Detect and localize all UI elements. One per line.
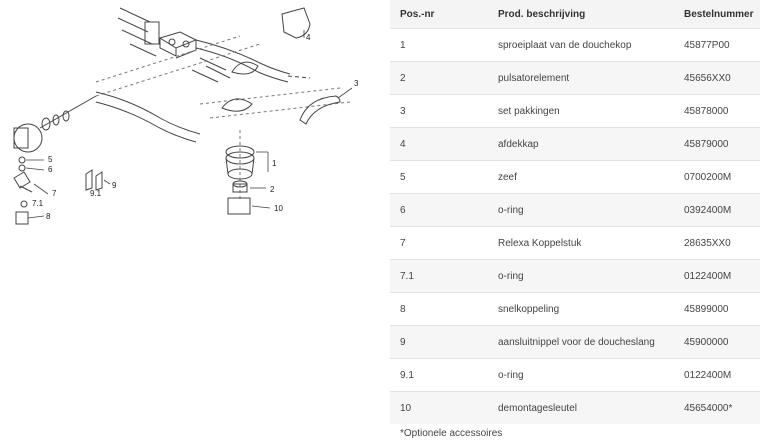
cell-pos: 6: [390, 194, 488, 227]
callout-7-1: 7.1: [32, 199, 44, 208]
cell-order-number: 45878000: [674, 95, 760, 128]
cell-description: o-ring: [488, 260, 674, 293]
cell-pos: 1: [390, 29, 488, 62]
cell-order-number: 45656XX0: [674, 62, 760, 95]
table-row: [390, 260, 760, 293]
cell-order-number: 45900000: [674, 326, 760, 359]
lower-shower-arm: [96, 92, 200, 134]
cell-description: o-ring: [488, 194, 674, 227]
small-parts-group: [14, 157, 102, 224]
exploded-view-diagram: [0, 0, 380, 232]
callout-10: 10: [274, 204, 283, 213]
table-row: [390, 161, 760, 194]
cell-description: snelkoppeling: [488, 293, 674, 326]
parts-table: [390, 0, 760, 424]
cell-order-number: 45877P00: [674, 29, 760, 62]
cell-description: o-ring: [488, 359, 674, 392]
callout-3: 3: [354, 79, 359, 88]
callout-9-1: 9.1: [90, 189, 102, 198]
callout-6: 6: [48, 165, 53, 174]
table-row: [390, 392, 760, 425]
cell-description: set pakkingen: [488, 95, 674, 128]
upper-shower-arm: [196, 40, 290, 74]
cell-description: pulsatorelement: [488, 62, 674, 95]
table-row: [390, 29, 760, 62]
cell-order-number: 45899000: [674, 293, 760, 326]
table-row: [390, 293, 760, 326]
arm-cover-dome: [232, 62, 258, 74]
exploded-view-drawing: [0, 0, 380, 232]
column-header-description: Prod. beschrijving: [488, 0, 674, 29]
bracket-seal-set: [300, 96, 340, 124]
table-row: [390, 62, 760, 95]
parts-table-header: [390, 0, 760, 29]
callout-8: 8: [46, 212, 51, 221]
removal-key-icon: [228, 198, 250, 214]
cell-pos: 7: [390, 227, 488, 260]
cell-order-number: 0392400M: [674, 194, 760, 227]
callout-2: 2: [270, 185, 275, 194]
cell-pos: 9.1: [390, 359, 488, 392]
showerhead-icon: [14, 96, 96, 152]
cell-pos: 2: [390, 62, 488, 95]
column-header-pos: Pos.-nr: [390, 0, 488, 29]
table-row: [390, 95, 760, 128]
table-row: [390, 128, 760, 161]
column-header-order-number: Bestelnummer: [674, 0, 760, 29]
cell-order-number: 0700200M: [674, 161, 760, 194]
cell-order-number: 0122400M: [674, 359, 760, 392]
callout-5: 5: [48, 155, 53, 164]
table-row: [390, 326, 760, 359]
cell-description: aansluitnippel voor de doucheslang: [488, 326, 674, 359]
cell-pos: 7.1: [390, 260, 488, 293]
cell-description: afdekkap: [488, 128, 674, 161]
cell-order-number: 28635XX0: [674, 227, 760, 260]
callout-9: 9: [112, 181, 117, 190]
cell-description: sproeiplaat van de douchekop: [488, 29, 674, 62]
table-row: [390, 359, 760, 392]
cell-pos: 9: [390, 326, 488, 359]
table-row: [390, 194, 760, 227]
cell-order-number: 45879000: [674, 128, 760, 161]
cell-pos: 3: [390, 95, 488, 128]
cell-description: zeef: [488, 161, 674, 194]
cell-order-number: 0122400M: [674, 260, 760, 293]
cell-pos: 10: [390, 392, 488, 425]
callout-4: 4: [306, 33, 311, 42]
cell-pos: 8: [390, 293, 488, 326]
cell-description: demontagesleutel: [488, 392, 674, 425]
cell-description: Relexa Koppelstuk: [488, 227, 674, 260]
callout-1: 1: [272, 159, 277, 168]
optional-accessories-footnote: *Optionele accessoires: [400, 428, 503, 439]
cell-pos: 4: [390, 128, 488, 161]
table-row: [390, 227, 760, 260]
callout-7: 7: [52, 189, 57, 198]
cell-pos: 5: [390, 161, 488, 194]
cell-order-number: 45654000*: [674, 392, 760, 425]
